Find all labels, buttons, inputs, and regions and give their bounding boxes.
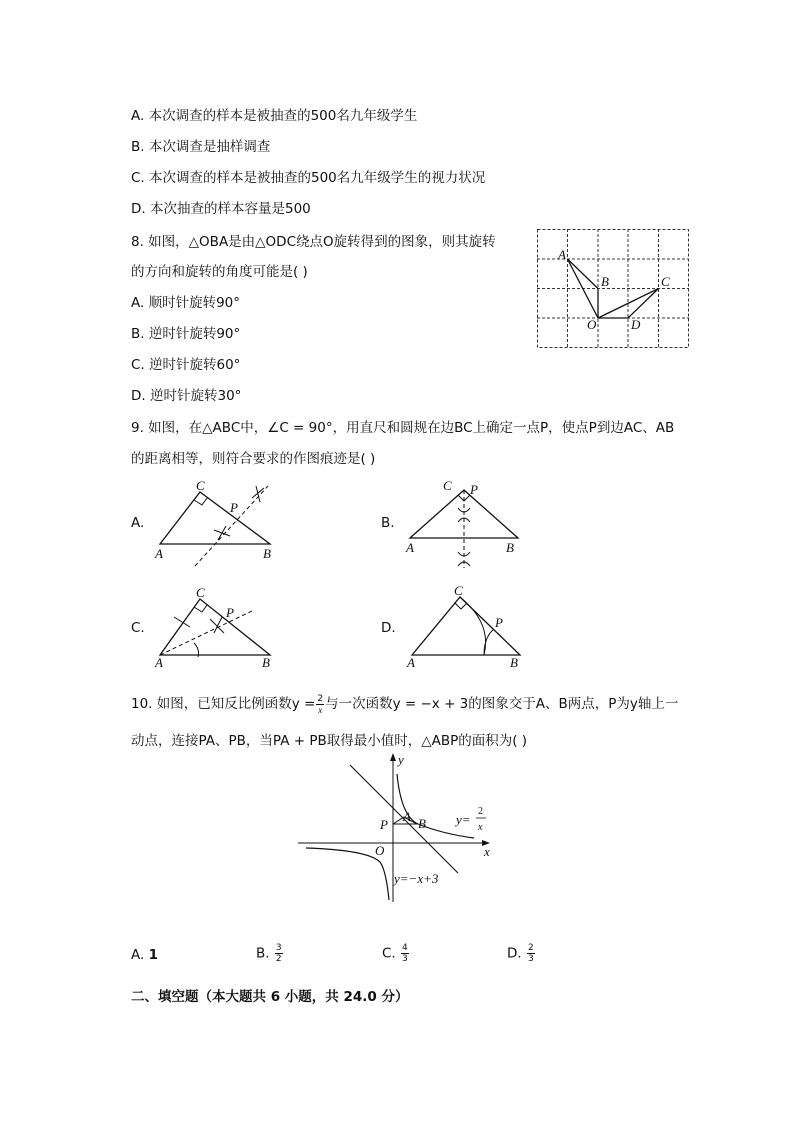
option-value: 1 <box>148 947 158 963</box>
label-a: A <box>155 546 163 561</box>
q10-stem-part1: 10. 如图，已知反比例函数y = <box>131 696 316 712</box>
triangle-abc <box>160 599 270 655</box>
triangle-abc <box>160 492 270 544</box>
q9-figure-b <box>400 478 530 573</box>
label-c: C <box>443 478 452 493</box>
section-heading: 二、填空题（本大题共 6 小题，共 24.0 分） <box>131 989 409 1005</box>
label-a: A <box>407 655 415 670</box>
frac-numerator: 3 <box>275 943 282 953</box>
label-b: B <box>601 274 609 289</box>
label-c: C <box>196 478 205 493</box>
label-a: A <box>406 540 414 555</box>
point-b-label: B <box>418 816 426 831</box>
curve-label-num: 2 <box>478 806 483 817</box>
q10-option-a <box>131 947 158 963</box>
q10-option-c <box>382 943 410 964</box>
line-label: y=−x+3 <box>394 871 439 886</box>
q9-figure-a <box>150 478 280 568</box>
q10-graph <box>298 750 498 905</box>
q8-option-c: C. 逆时针旋转60° <box>131 357 241 373</box>
label-b: B <box>510 655 518 670</box>
frac-numerator: 2 <box>527 943 534 953</box>
q8-grid-figure <box>537 229 689 349</box>
q7-option-d: D. 本次抽查的样本容量是500 <box>131 201 311 217</box>
q10-stem-line1 <box>131 692 678 715</box>
arc-to-p <box>484 629 494 655</box>
q7-option-c: C. 本次调查的样本是被抽查的500名九年级学生的视力状况 <box>131 170 486 186</box>
point-p-label: P <box>380 817 388 832</box>
option-fraction <box>275 943 283 964</box>
hyperbola-branch-1 <box>397 774 474 838</box>
q10-stem-line2: 动点，连接PA、PB，当PA + PB取得最小值时，△ABP的面积为( ) <box>131 733 528 749</box>
right-angle-mark <box>194 498 207 505</box>
triangle-odc <box>598 289 659 319</box>
arc-mark-top <box>252 486 264 502</box>
option-fraction <box>527 943 535 964</box>
option-letter: B. <box>256 945 270 962</box>
q8-stem-line2: 的方向和旋转的角度可能是( ) <box>131 264 308 280</box>
frac-denominator: 3 <box>527 954 534 964</box>
construction-line <box>195 486 268 566</box>
construction-line <box>160 610 254 655</box>
frac-denominator: 3 <box>402 954 408 964</box>
label-a: A <box>558 247 566 262</box>
q10-stem-part2: 与一次函数y = −x + 3的图象交于A、B两点，P为y轴上一 <box>325 696 679 712</box>
q7-option-b: B. 本次调查是抽样调查 <box>131 139 271 155</box>
y-axis-label: y <box>398 752 404 767</box>
frac-numerator: 4 <box>402 943 408 953</box>
origin-label: O <box>375 843 385 858</box>
q10-option-b <box>256 943 284 964</box>
q9-option-c-letter: C. <box>131 620 145 636</box>
q7-option-a: A. 本次调查的样本是被抽查的500名九年级学生 <box>131 108 418 124</box>
label-c: C <box>454 583 463 598</box>
x-axis-label: x <box>484 844 490 859</box>
q9-option-b-letter: B. <box>381 515 395 531</box>
q8-option-a: A. 顺时针旋转90° <box>131 295 241 311</box>
label-p: P <box>495 615 503 630</box>
label-o: O <box>587 317 597 332</box>
label-p: P <box>470 482 478 497</box>
arc-mark-bottom <box>214 526 230 540</box>
q9-stem-line2: 的距离相等，则符合要求的作图痕迹是( ) <box>131 451 376 467</box>
right-angle-mark <box>455 603 467 609</box>
label-p: P <box>230 500 238 515</box>
label-c: C <box>196 585 205 600</box>
option-letter: C. <box>382 945 396 962</box>
frac-denominator: x <box>318 704 323 715</box>
arc-mark-ac <box>174 617 190 627</box>
option-letter: A. <box>131 947 145 963</box>
triangle-abc <box>412 597 520 655</box>
q9-option-d-letter: D. <box>381 620 396 636</box>
q9-option-a-letter: A. <box>131 515 145 531</box>
q10-fraction <box>316 694 324 715</box>
label-c: C <box>661 274 670 289</box>
q8-option-b: B. 逆时针旋转90° <box>131 326 241 342</box>
option-letter: D. <box>507 945 522 962</box>
label-b: B <box>506 540 514 555</box>
q9-figure-c <box>150 583 280 673</box>
q10-option-d <box>507 943 536 964</box>
curve-label-den: x <box>478 822 483 833</box>
label-b: B <box>262 655 270 670</box>
frac-numerator: 2 <box>317 693 324 704</box>
q8-option-d: D. 逆时针旋转30° <box>131 388 242 404</box>
y-axis-arrow <box>390 753 396 761</box>
curve-label: y= <box>456 812 471 827</box>
label-d: D <box>631 317 641 332</box>
label-a: A <box>155 655 163 670</box>
q9-figure-d <box>400 583 530 673</box>
label-p: P <box>226 605 234 620</box>
right-angle-mark <box>194 605 207 612</box>
q8-stem-line1: 8. 如图，△OBA是由△ODC绕点O旋转得到的图象，则其旋转 <box>131 234 496 250</box>
option-fraction <box>401 943 409 964</box>
frac-denominator: 2 <box>275 954 282 964</box>
label-b: B <box>263 546 271 561</box>
point-a-label: A <box>403 809 411 824</box>
q9-stem-line1: 9. 如图，在△ABC中，∠C = 90°，用直尺和圆规在边BC上确定一点P，使点P到边AC、AB <box>131 420 675 436</box>
